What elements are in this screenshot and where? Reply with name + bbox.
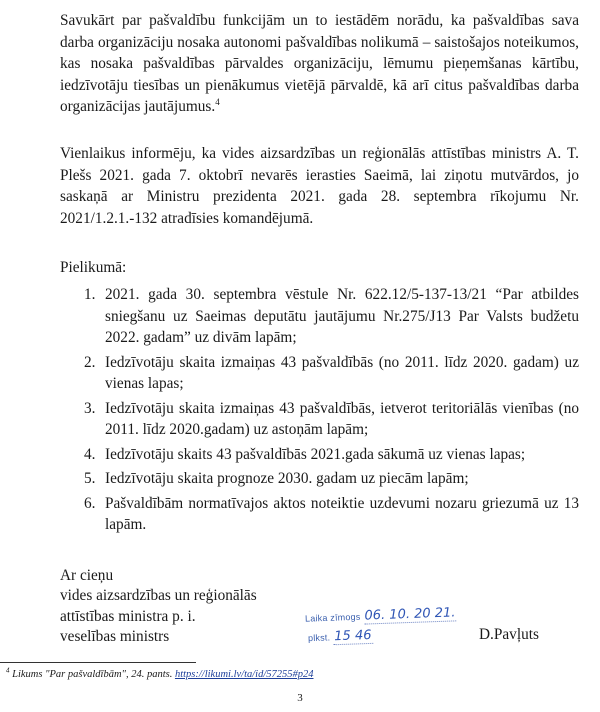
attachment-item (84, 352, 579, 395)
paragraph-minister-absence (60, 143, 579, 229)
paragraph-1-text: Savukārt par pašvaldību funkcijām un to iestādēm norādu, ka pašvaldības sava darba organizāciju nosaka autonomi pašvaldības nolikumā – saistošajos noteikumos, kas nosaka pašvaldības pārvaldes organizāciju, lēmumu pieņemšanas kārtību, iedzīvotāju tiesības un pienākumus vietējā pārvaldē, kā arī citus pašvaldības darba (60, 12, 579, 94)
signer-title-line-1: vides aizsardzības un reģionālās (60, 587, 257, 605)
attachment-number: 1. (84, 286, 96, 303)
signer-title-line-3: veselības ministrs (60, 627, 170, 645)
signer-title-line-2: attīstības ministra p. i. (60, 607, 196, 625)
signer-name: D.Pavļuts (479, 626, 539, 643)
attachment-item (84, 444, 579, 466)
attachment-item (84, 284, 579, 349)
attachment-number: 5. (84, 470, 96, 487)
page-number: 3 (297, 692, 303, 704)
paragraph-1-last-line: organizācijas jautājumus. (60, 98, 216, 115)
signature-block (60, 566, 257, 647)
stamp-plkst-label: plkst. (307, 632, 331, 644)
attachments-list (84, 284, 579, 539)
stamp-date-row (305, 605, 457, 625)
footnote-link[interactable]: https://likumi.lv/ta/id/57255#p24 (174, 669, 314, 680)
stamp-time-handwritten: 15 46 (334, 627, 372, 645)
attachment-text: Iedzīvotāju skaita izmaiņas 43 pašvaldībās, ietverot teritoriālās vienības (no 2011. līdz 2020.gadam) uz astoņām lapām; (105, 399, 579, 438)
attachment-text: Iedzīvotāju skaita prognoze 2030. gadam uz piecām lapām; (105, 470, 469, 487)
time-stamp (305, 604, 455, 652)
stamp-time-row (308, 628, 373, 645)
attachment-item (84, 493, 579, 536)
attachment-text: 2021. gada 30. septembra vēstule Nr. 622.12/5-137-13/21 “Par atbildes sniegšanu uz Saeimas deputātu jautājumu Nr.275/J13 Par Valsts budžetu 2022. gadam” uz divām lapām; (105, 286, 579, 346)
attachment-item (84, 398, 579, 441)
paragraph-municipal-functions (60, 10, 579, 118)
footnote-divider (0, 662, 196, 663)
stamp-date-handwritten: 06. 10. 20 21. (364, 605, 456, 624)
paragraph-2-last-line: atradīsies komandējumā. (161, 209, 314, 227)
footnote-number: 4 (6, 666, 10, 675)
footnote-ref-4[interactable]: 4 (215, 96, 220, 107)
attachment-text: Pašvaldībām normatīvajos aktos noteiktie uzdevumi nozaru griezumā uz 13 lapām. (105, 494, 579, 533)
stamp-time-label: Laika zīmogs (304, 611, 361, 624)
footnote-text: Likums "Par pašvaldībām", 24. pants. (9, 669, 175, 680)
closing-salutation: Ar cieņu (60, 567, 114, 584)
paragraph-2-text: Vienlaikus informēju, ka vides aizsardzības un reģionālās attīstības ministrs A. T. Plešs 2021. gada 7. oktobrī nevarēs ierasties Saeimā, lai ziņotu mutvārdos, jo saskaņā ar Ministru prezidenta 2021. gada 28. septembra rīkojumu Nr. 2021/1.2.1.-132 (60, 145, 579, 227)
attachment-number: 4. (84, 445, 96, 463)
attachment-text: Iedzīvotāju skaits 43 pašvaldībās 2021.gada sākumā uz vienas lapas; (105, 445, 526, 463)
attachment-item (84, 468, 579, 490)
attachment-number: 2. (84, 353, 96, 371)
footnote (6, 666, 314, 680)
attachment-number: 3. (84, 399, 96, 417)
attachment-number: 6. (84, 494, 96, 512)
attachments-label: Pielikumā: (60, 259, 127, 276)
attachment-text: Iedzīvotāju skaita izmaiņas 43 pašvaldībās (no 2011. līdz 2020. gadam) uz vienas lapas; (105, 353, 579, 392)
